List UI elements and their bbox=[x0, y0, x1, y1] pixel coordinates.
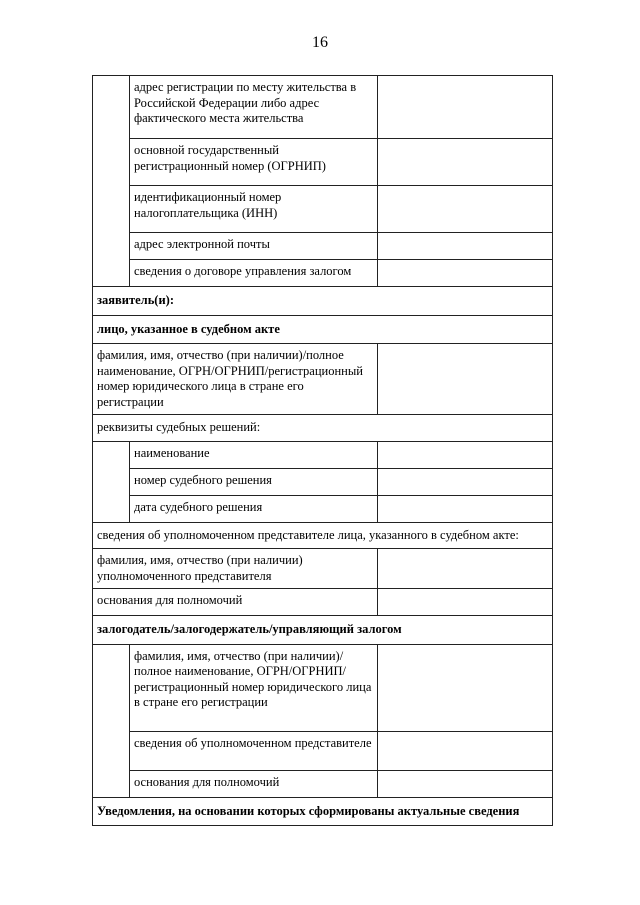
field-value-decision-date[interactable] bbox=[378, 495, 553, 522]
table-row bbox=[93, 260, 553, 287]
table-row bbox=[93, 186, 553, 233]
table-row bbox=[93, 522, 553, 549]
field-value-registration-address[interactable] bbox=[378, 76, 553, 139]
field-label-decision-number: номер судебного решения bbox=[130, 468, 378, 495]
page-number: 16 bbox=[312, 34, 328, 51]
field-value-decision-number[interactable] bbox=[378, 468, 553, 495]
table-row bbox=[93, 770, 553, 797]
table-row bbox=[93, 468, 553, 495]
table-row bbox=[93, 441, 553, 468]
field-value-court-person-fio[interactable] bbox=[378, 344, 553, 415]
field-value-pledgor-representative[interactable] bbox=[378, 731, 553, 770]
registry-form bbox=[92, 75, 552, 826]
table-row bbox=[93, 76, 553, 139]
field-label-pledgor-representative: сведения об уполномоченном представителе bbox=[130, 731, 378, 770]
field-value-pledgor-fio[interactable] bbox=[378, 644, 553, 731]
field-label-court-person-fio: фамилия, имя, отчество (при наличии)/полное наименование, ОГРН/ОГРНИП/регистрационный номер юридического лица в стране его регистрации bbox=[93, 344, 378, 415]
field-label-representative-fio: фамилия, имя, отчество (при наличии) уполномоченного представителя bbox=[93, 549, 378, 589]
field-value-pledge-agreement[interactable] bbox=[378, 260, 553, 287]
table-row bbox=[93, 589, 553, 616]
table-row bbox=[93, 415, 553, 442]
field-label-representative-basis: основания для полномочий bbox=[93, 589, 378, 616]
table-row bbox=[93, 616, 553, 645]
table-row bbox=[93, 549, 553, 589]
section-header-notifications: Уведомления, на основании которых сформированы актуальные сведения bbox=[93, 797, 553, 826]
field-label-ogrnip: основной государственный регистрационный номер (ОГРНИП) bbox=[130, 139, 378, 186]
field-label-decision-name: наименование bbox=[130, 441, 378, 468]
field-label-decision-date: дата судебного решения bbox=[130, 495, 378, 522]
indent-cell bbox=[93, 441, 130, 522]
field-label-pledge-agreement: сведения о договоре управления залогом bbox=[130, 260, 378, 287]
registry-table bbox=[92, 75, 553, 826]
field-value-pledgor-basis[interactable] bbox=[378, 770, 553, 797]
field-label-pledgor-basis: основания для полномочий bbox=[130, 770, 378, 797]
field-value-representative-basis[interactable] bbox=[378, 589, 553, 616]
section-header-court-person: лицо, указанное в судебном акте bbox=[93, 315, 553, 344]
section-header-pledgor: залогодатель/залогодержатель/управляющий залогом bbox=[93, 616, 553, 645]
field-value-email[interactable] bbox=[378, 233, 553, 260]
field-value-representative-fio[interactable] bbox=[378, 549, 553, 589]
field-label-inn: идентификационный номер налогоплательщика (ИНН) bbox=[130, 186, 378, 233]
field-value-inn[interactable] bbox=[378, 186, 553, 233]
table-row bbox=[93, 644, 553, 731]
indent-cell bbox=[93, 76, 130, 287]
table-row bbox=[93, 287, 553, 316]
table-row bbox=[93, 233, 553, 260]
section-header-applicants: заявитель(и): bbox=[93, 287, 553, 316]
table-row bbox=[93, 495, 553, 522]
field-value-decision-name[interactable] bbox=[378, 441, 553, 468]
section-header-court-decisions: реквизиты судебных решений: bbox=[93, 415, 553, 442]
table-row bbox=[93, 731, 553, 770]
table-row bbox=[93, 797, 553, 826]
indent-cell bbox=[93, 644, 130, 797]
field-label-registration-address: адрес регистрации по месту жительства в Российской Федерации либо адрес фактического места жительства bbox=[130, 76, 378, 139]
table-row bbox=[93, 315, 553, 344]
field-label-email: адрес электронной почты bbox=[130, 233, 378, 260]
table-row bbox=[93, 139, 553, 186]
section-header-representative: сведения об уполномоченном представителе лица, указанного в судебном акте: bbox=[93, 522, 553, 549]
field-value-ogrnip[interactable] bbox=[378, 139, 553, 186]
field-label-pledgor-fio: фамилия, имя, отчество (при наличии)/полное наименование, ОГРН/ОГРНИП/регистрационный номер юридического лица в стране его регистрации bbox=[130, 644, 378, 731]
table-row bbox=[93, 344, 553, 415]
